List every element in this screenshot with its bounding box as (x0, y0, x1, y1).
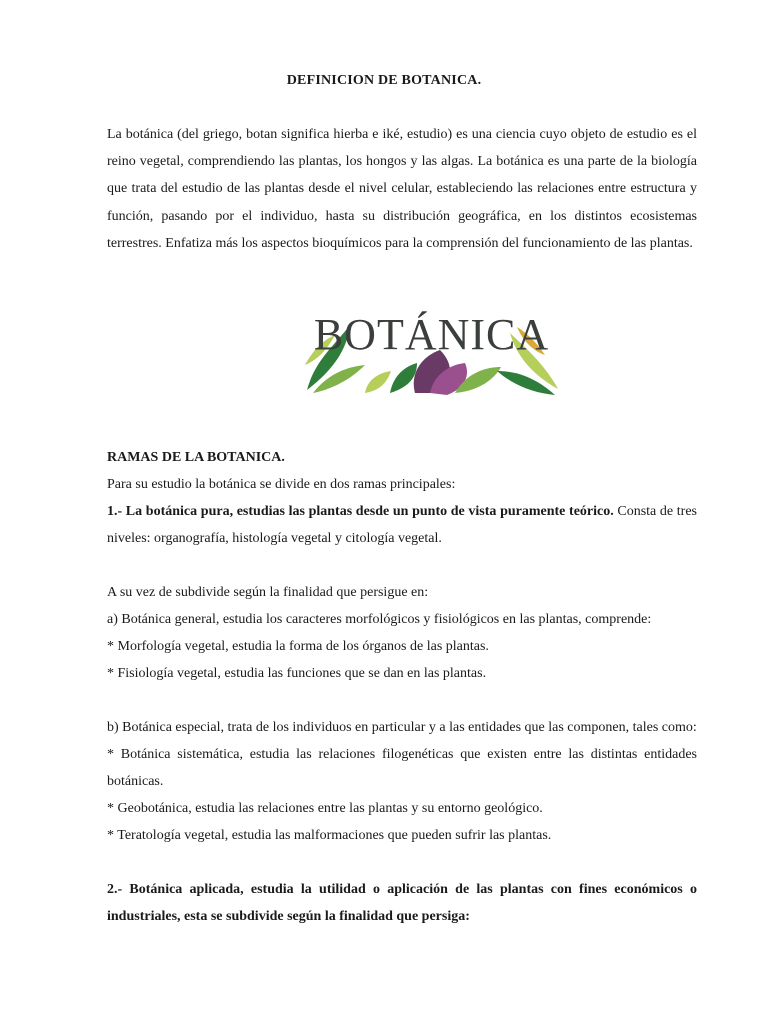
botanica-pura-rest: Consta de tres niveles: organografía, histología vegetal y citología vegetal. (107, 504, 697, 546)
subdivide-line: A su vez de subdivide según la finalidad que persigue en: (107, 585, 429, 600)
ramas-heading: RAMAS DE LA BOTANICA. (107, 450, 285, 465)
morfologia-item: * Morfología vegetal, estudia la forma de los órganos de las plantas. (107, 639, 489, 654)
intro-paragraph: La botánica (del griego, botan significa hierba e iké, estudio) es una ciencia cuyo objeto de estudio es el reino vegetal, comprendiendo las plantas, los hongos y las algas. La botánica es una parte de la biología que trata del estudio de las plantas desde el nivel celular, estableciendo las relaciones entre estructura y función, pasando por el individuo, hasta su distribución geográfica, en los distintos ecosistemas terrestres. Enfatiza más los aspectos bioquímicos para la comprensión del funcionamiento de las plantas. (107, 127, 697, 251)
ramas-section (107, 444, 697, 930)
page-title: DEFINICION DE BOTANICA. (286, 73, 482, 88)
botanica-banner-image (305, 305, 558, 395)
teratologia-item: * Teratología vegetal, estudia las malformaciones que pueden sufrir las plantas. (107, 828, 552, 843)
botanica-aplicada-bold: 2.- Botánica aplicada, estudia la utilidad o aplicación de las plantas con fines económicos o industriales, esta se subdivide según la finalidad que persiga: (107, 882, 697, 924)
banner-text: BOTÁNICA (313, 310, 550, 359)
ramas-intro: Para su estudio la botánica se divide en dos ramas principales: (107, 477, 456, 492)
fisiologia-item: * Fisiología vegetal, estudia las funciones que se dan en las plantas. (107, 666, 487, 681)
botanica-especial-paragraph: b) Botánica especial, trata de los individuos en particular y a las entidades que las componen, tales como: (107, 720, 697, 735)
botanica-general-line: a) Botánica general, estudia los caracteres morfológicos y fisiológicos en las plantas, comprende: (107, 612, 652, 627)
botanica-pura-paragraph (107, 498, 697, 552)
botanica-pura-bold: 1.- La botánica pura, estudias las plantas desde un punto de vista puramente teórico. (107, 504, 614, 519)
sistematica-item: * Botánica sistemática, estudia las relaciones filogenéticas que existen entre las distintas entidades botánicas. (107, 747, 697, 789)
geobotanica-item: * Geobotánica, estudia las relaciones entre las plantas y su entorno geológico. (107, 801, 543, 816)
botanica-aplicada-paragraph (107, 876, 697, 930)
